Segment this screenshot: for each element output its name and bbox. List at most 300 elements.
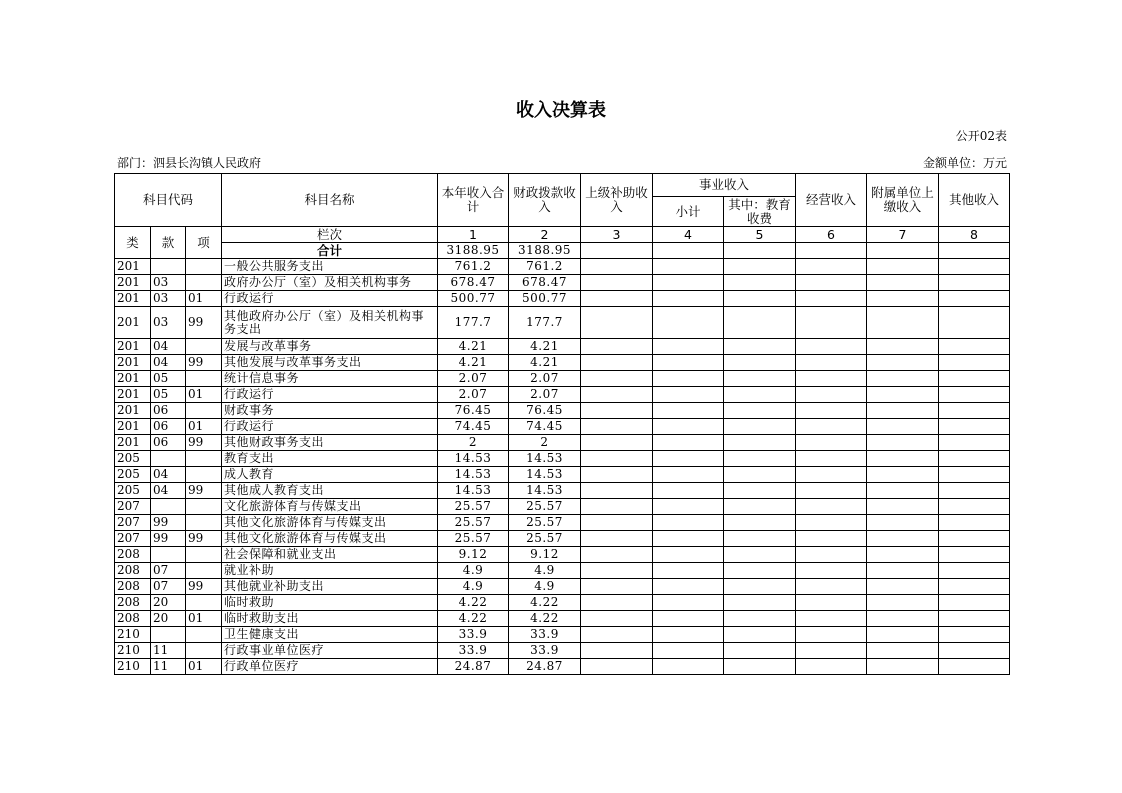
empty-cell [653,563,724,579]
row-fiscal: 33.9 [509,627,581,643]
empty-cell [867,659,939,675]
row-lei: 201 [115,259,151,275]
empty-cell [581,403,653,419]
row-kuan: 04 [151,467,186,483]
row-fiscal: 14.53 [509,483,581,499]
empty-cell [867,339,939,355]
row-kuan: 20 [151,611,186,627]
row-total: 4.21 [438,355,509,371]
row-xiang [186,451,222,467]
row-kuan: 04 [151,355,186,371]
row-lei: 208 [115,547,151,563]
row-xiang [186,515,222,531]
empty-cell [939,307,1010,339]
row-xiang: 99 [186,307,222,339]
row-fiscal: 4.21 [509,355,581,371]
page-title: 收入决算表 [516,100,606,121]
empty-cell [867,467,939,483]
summary-fiscal: 3188.95 [509,243,581,259]
header-education-fee: 其中：教育收费 [724,197,796,227]
empty-cell [724,371,796,387]
empty-cell [939,355,1010,371]
empty-cell [796,371,867,387]
empty-cell [653,611,724,627]
row-name: 社会保障和就业支出 [222,547,438,563]
empty-cell [796,387,867,403]
empty-cell [581,387,653,403]
row-xiang [186,627,222,643]
empty-cell [653,419,724,435]
row-lei: 205 [115,451,151,467]
row-fiscal: 4.22 [509,611,581,627]
empty-cell [939,643,1010,659]
row-total: 4.22 [438,595,509,611]
empty-cell [581,627,653,643]
header-superior-subsidy: 上级补助收入 [581,174,653,227]
empty-cell [796,643,867,659]
row-total: 14.53 [438,483,509,499]
row-name: 其他文化旅游体育与传媒支出 [222,531,438,547]
header-column-order: 栏次 [222,227,438,243]
row-name: 财政事务 [222,403,438,419]
empty-cell [867,355,939,371]
empty-cell [724,451,796,467]
empty-cell [796,291,867,307]
row-lei: 201 [115,419,151,435]
row-xiang: 01 [186,611,222,627]
row-lei: 201 [115,307,151,339]
empty-cell [581,563,653,579]
row-name: 行政运行 [222,291,438,307]
header-subject-name: 科目名称 [222,174,438,227]
empty-cell [939,419,1010,435]
row-lei: 205 [115,467,151,483]
table-row [115,579,1010,595]
row-name: 其他发展与改革事务支出 [222,355,438,371]
empty-cell [653,355,724,371]
row-lei: 207 [115,499,151,515]
col-num: 4 [653,227,724,243]
row-xiang: 99 [186,531,222,547]
unit-label: 金额单位：万元 [922,156,1007,170]
empty-cell [939,483,1010,499]
row-name: 教育支出 [222,451,438,467]
table-row [115,435,1010,451]
row-kuan: 04 [151,483,186,499]
empty-cell [939,291,1010,307]
empty-cell [653,483,724,499]
row-fiscal: 14.53 [509,467,581,483]
empty-cell [867,291,939,307]
empty-cell [939,259,1010,275]
empty-cell [796,611,867,627]
table-row [115,259,1010,275]
table-row [115,371,1010,387]
row-lei: 210 [115,643,151,659]
row-name: 一般公共服务支出 [222,259,438,275]
row-name: 统计信息事务 [222,371,438,387]
row-fiscal: 4.9 [509,563,581,579]
row-total: 74.45 [438,419,509,435]
row-total: 4.9 [438,579,509,595]
empty-cell [867,499,939,515]
row-name: 行政单位医疗 [222,659,438,675]
department-label: 部门：泗县长沟镇人民政府 [117,156,262,170]
empty-cell [867,579,939,595]
table-row [115,403,1010,419]
empty-cell [581,355,653,371]
header-subtotal: 小计 [653,197,724,227]
col-num: 6 [796,227,867,243]
row-name: 行政运行 [222,387,438,403]
header-business-income: 事业收入 [653,174,796,197]
row-kuan: 20 [151,595,186,611]
empty-cell [724,307,796,339]
row-total: 500.77 [438,291,509,307]
row-kuan: 06 [151,435,186,451]
empty-cell [581,259,653,275]
empty-cell [939,515,1010,531]
empty-cell [724,515,796,531]
empty-cell [724,259,796,275]
table-row [115,307,1010,339]
row-total: 14.53 [438,467,509,483]
row-lei: 208 [115,579,151,595]
row-fiscal: 9.12 [509,547,581,563]
empty-cell [581,339,653,355]
empty-cell [581,291,653,307]
empty-cell [724,563,796,579]
row-lei: 201 [115,275,151,291]
row-name: 其他成人教育支出 [222,483,438,499]
empty-cell [653,499,724,515]
row-kuan [151,499,186,515]
row-lei: 201 [115,355,151,371]
empty-cell [724,579,796,595]
empty-cell [939,579,1010,595]
row-kuan: 11 [151,659,186,675]
empty-cell [724,419,796,435]
empty-cell [796,579,867,595]
empty-cell [653,339,724,355]
empty-cell [796,483,867,499]
empty-cell [724,291,796,307]
empty-cell [724,627,796,643]
row-xiang [186,563,222,579]
empty-cell [939,659,1010,675]
empty-cell [796,339,867,355]
row-xiang: 99 [186,483,222,499]
row-xiang: 99 [186,355,222,371]
table-row [115,419,1010,435]
table-row [115,515,1010,531]
row-kuan: 05 [151,387,186,403]
row-lei: 207 [115,531,151,547]
row-xiang: 01 [186,387,222,403]
row-lei: 201 [115,387,151,403]
empty-cell [939,547,1010,563]
empty-cell [653,659,724,675]
row-name: 发展与改革事务 [222,339,438,355]
empty-cell [867,531,939,547]
empty-cell [939,403,1010,419]
empty-cell [867,451,939,467]
row-lei: 208 [115,595,151,611]
table-row [115,547,1010,563]
header-fiscal-allocation: 财政拨款收入 [509,174,581,227]
table-row [115,595,1010,611]
empty-cell [796,403,867,419]
row-lei: 201 [115,371,151,387]
row-lei: 201 [115,291,151,307]
row-lei: 208 [115,611,151,627]
row-total: 2.07 [438,387,509,403]
empty-cell [653,307,724,339]
row-name: 政府办公厅（室）及相关机构事务 [222,275,438,291]
income-table [114,173,1010,675]
row-total: 2 [438,435,509,451]
row-kuan: 07 [151,579,186,595]
empty-cell [653,467,724,483]
row-kuan: 03 [151,307,186,339]
row-lei: 201 [115,403,151,419]
empty-cell [796,515,867,531]
row-xiang: 01 [186,659,222,675]
empty-cell [939,531,1010,547]
header-xiang: 项 [186,227,222,259]
empty-cell [939,339,1010,355]
table-row [115,611,1010,627]
empty-cell [724,435,796,451]
row-fiscal: 500.77 [509,291,581,307]
row-kuan: 99 [151,531,186,547]
empty-cell [939,563,1010,579]
empty-cell [867,547,939,563]
empty-cell [867,483,939,499]
header-lei: 类 [115,227,151,259]
row-lei: 201 [115,435,151,451]
empty-cell [796,259,867,275]
row-total: 24.87 [438,659,509,675]
empty-cell [724,339,796,355]
col-num: 3 [581,227,653,243]
row-name: 文化旅游体育与传媒支出 [222,499,438,515]
row-xiang [186,467,222,483]
empty-cell [796,307,867,339]
row-name: 临时救助支出 [222,611,438,627]
empty-cell [867,307,939,339]
empty-cell [581,659,653,675]
table-row [115,563,1010,579]
row-name: 其他文化旅游体育与传媒支出 [222,515,438,531]
empty-cell [653,451,724,467]
row-xiang [186,403,222,419]
empty-cell [724,611,796,627]
row-fiscal: 76.45 [509,403,581,419]
empty-cell [724,467,796,483]
row-xiang [186,547,222,563]
row-total: 33.9 [438,627,509,643]
summary-total: 3188.95 [438,243,509,259]
row-name: 其他就业补助支出 [222,579,438,595]
row-kuan: 04 [151,339,186,355]
header-total-income: 本年收入合计 [438,174,509,227]
empty-cell [867,643,939,659]
row-total: 25.57 [438,499,509,515]
empty-cell [653,403,724,419]
empty-cell [867,595,939,611]
row-kuan [151,259,186,275]
row-kuan: 99 [151,515,186,531]
row-lei: 210 [115,627,151,643]
empty-cell [581,611,653,627]
row-fiscal: 25.57 [509,515,581,531]
empty-cell [581,531,653,547]
table-row [115,451,1010,467]
row-xiang: 99 [186,579,222,595]
empty-cell [581,451,653,467]
row-name: 临时救助 [222,595,438,611]
empty-cell [867,259,939,275]
row-name: 其他财政事务支出 [222,435,438,451]
row-kuan: 05 [151,371,186,387]
empty-cell [796,275,867,291]
table-row [115,499,1010,515]
row-xiang [186,643,222,659]
row-xiang [186,371,222,387]
empty-cell [653,579,724,595]
empty-cell [581,275,653,291]
empty-cell [653,531,724,547]
empty-cell [867,387,939,403]
header-other-income: 其他收入 [939,174,1010,227]
empty-cell [581,595,653,611]
empty-cell [653,259,724,275]
empty-cell [939,611,1010,627]
row-fiscal: 2.07 [509,387,581,403]
row-fiscal: 25.57 [509,531,581,547]
row-total: 25.57 [438,531,509,547]
row-fiscal: 761.2 [509,259,581,275]
empty-cell [581,499,653,515]
header-kuan: 款 [151,227,186,259]
row-total: 76.45 [438,403,509,419]
row-fiscal: 33.9 [509,643,581,659]
table-row [115,355,1010,371]
row-total: 678.47 [438,275,509,291]
row-name: 行政事业单位医疗 [222,643,438,659]
empty-cell [867,419,939,435]
row-lei: 205 [115,483,151,499]
empty-cell [796,419,867,435]
row-kuan [151,547,186,563]
empty-cell [796,627,867,643]
row-total: 4.9 [438,563,509,579]
header-operating-income: 经营收入 [796,174,867,227]
empty-cell [939,595,1010,611]
empty-cell [867,627,939,643]
row-kuan: 03 [151,291,186,307]
table-row [115,467,1010,483]
row-total: 9.12 [438,547,509,563]
row-fiscal: 2.07 [509,371,581,387]
summary-label: 合计 [222,243,438,259]
empty-cell [939,435,1010,451]
col-num: 5 [724,227,796,243]
row-total: 14.53 [438,451,509,467]
empty-cell [581,515,653,531]
empty-cell [939,275,1010,291]
row-kuan: 07 [151,563,186,579]
row-fiscal: 24.87 [509,659,581,675]
row-total: 177.7 [438,307,509,339]
empty-cell [653,643,724,659]
row-name: 成人教育 [222,467,438,483]
row-fiscal: 177.7 [509,307,581,339]
table-row [115,275,1010,291]
empty-cell [724,355,796,371]
empty-cell [724,643,796,659]
empty-cell [867,403,939,419]
empty-cell [581,643,653,659]
row-total: 25.57 [438,515,509,531]
header-affiliated-income: 附属单位上缴收入 [867,174,939,227]
empty-cell [939,627,1010,643]
table-row [115,339,1010,355]
row-xiang: 01 [186,419,222,435]
col-num: 2 [509,227,581,243]
row-fiscal: 4.9 [509,579,581,595]
empty-cell [653,435,724,451]
row-kuan: 06 [151,419,186,435]
table-row [115,387,1010,403]
empty-cell [653,595,724,611]
row-kuan [151,451,186,467]
col-num: 7 [867,227,939,243]
row-xiang: 99 [186,435,222,451]
row-fiscal: 678.47 [509,275,581,291]
row-fiscal: 25.57 [509,499,581,515]
empty-cell [581,307,653,339]
row-name: 卫生健康支出 [222,627,438,643]
empty-cell [796,435,867,451]
empty-cell [796,531,867,547]
empty-cell [796,355,867,371]
empty-cell [581,419,653,435]
row-name: 就业补助 [222,563,438,579]
empty-cell [581,483,653,499]
empty-cell [939,467,1010,483]
table-row [115,659,1010,675]
row-kuan: 03 [151,275,186,291]
empty-cell [653,291,724,307]
empty-cell [724,275,796,291]
row-kuan: 11 [151,643,186,659]
empty-cell [581,579,653,595]
empty-cell [796,499,867,515]
empty-cell [796,547,867,563]
row-name: 行政运行 [222,419,438,435]
empty-cell [867,515,939,531]
empty-cell [724,659,796,675]
empty-cell [581,547,653,563]
empty-cell [653,515,724,531]
row-total: 2.07 [438,371,509,387]
row-xiang [186,499,222,515]
empty-cell [796,451,867,467]
empty-cell [796,467,867,483]
row-total: 4.21 [438,339,509,355]
